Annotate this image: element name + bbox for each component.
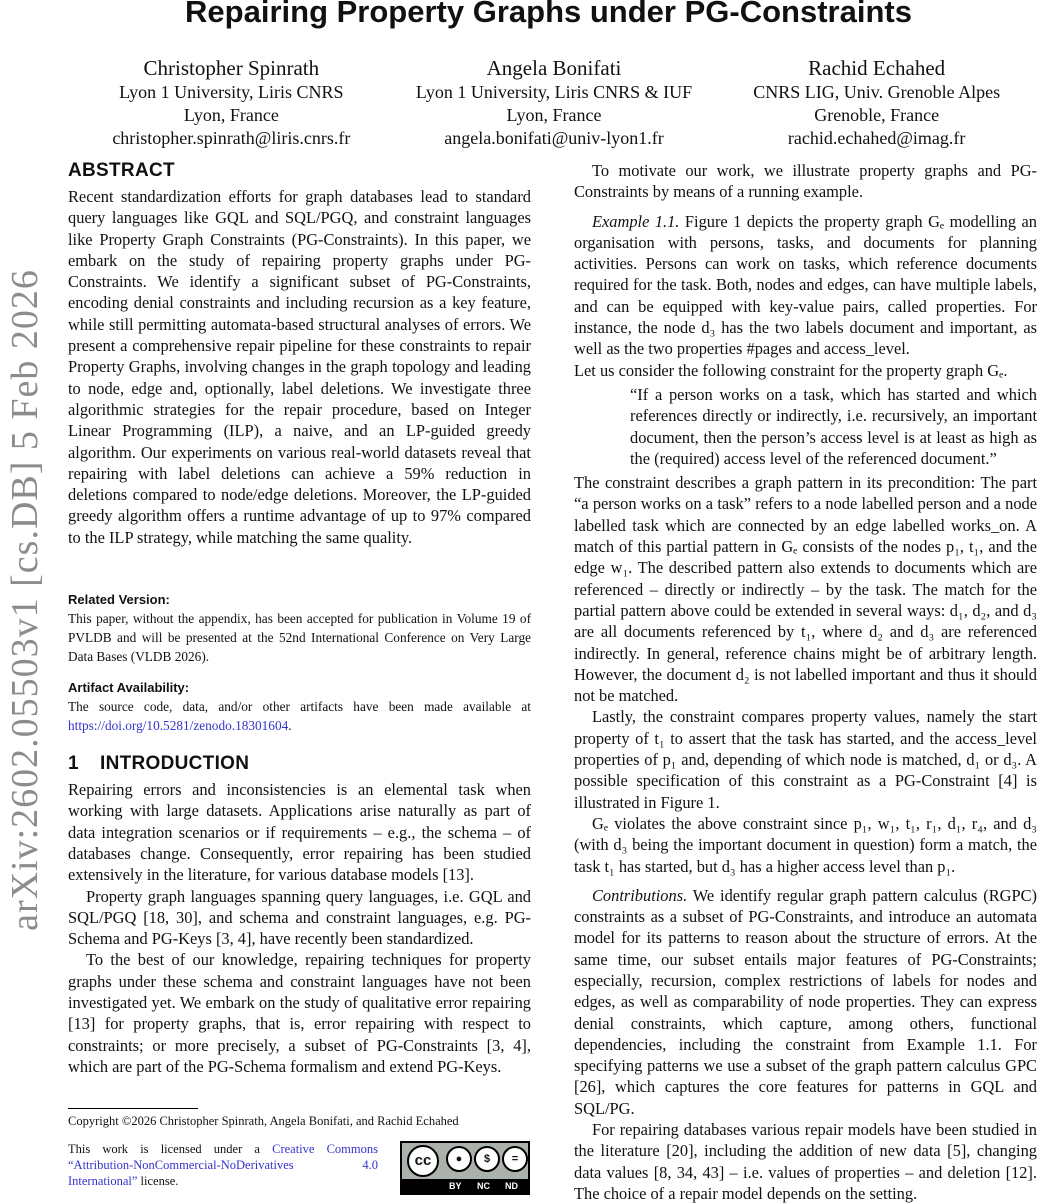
by-label: BY — [449, 1181, 462, 1191]
example-paragraph — [574, 211, 1037, 360]
author-email[interactable]: rachid.echahed@imag.fr — [787, 128, 966, 148]
author-name: Rachid Echahed — [808, 56, 946, 80]
cc-license-badge[interactable] — [400, 1141, 530, 1195]
arxiv-stamp — [0, 0, 50, 1200]
artifact-heading: Artifact Availability: — [68, 680, 190, 696]
contributions-paragraph — [574, 885, 1037, 1119]
consider-line: Let us consider the following constraint for the property graph Gₑ. — [574, 360, 1008, 380]
left-column — [68, 160, 531, 1077]
cc-badge-bar — [402, 1179, 528, 1193]
section-title: INTRODUCTION — [100, 753, 250, 775]
right-column — [574, 160, 1037, 1204]
footnote-block — [68, 1108, 531, 1195]
artifact-doi-link[interactable]: https://doi.org/10.5281/zenodo.18301604 — [68, 718, 289, 734]
author-affiliation: Lyon 1 University, Liris CNRS — [119, 82, 344, 102]
artifact-text — [68, 697, 531, 735]
related-version-text: This paper, without the appendix, has been accepted for publication in Volume 19 of PVLDB and will be presented at the 52nd International Conference on Very Large Data Bases (VLDB 2026). — [68, 611, 531, 665]
related-version-heading: Related Version: — [68, 592, 170, 608]
artifact-period: . — [288, 718, 292, 734]
author-name: Christopher Spinrath — [143, 56, 320, 80]
author-location: Lyon, France — [506, 105, 602, 125]
author-email[interactable]: christopher.spinrath@liris.cnrs.fr — [112, 128, 351, 148]
license-prefix: This work is licensed under a — [68, 1142, 260, 1156]
attribution-person-icon: ● — [446, 1146, 472, 1172]
author-2 — [393, 56, 716, 150]
license-link[interactable]: Creative Commons “Attribution-NonCommercial-NoDerivatives 4.0 International” — [68, 1142, 378, 1188]
cc-icon: cc — [407, 1145, 439, 1177]
noderivatives-equals-icon: = — [502, 1146, 528, 1172]
example-label: Example 1.1. — [592, 211, 680, 231]
license-suffix: license. — [140, 1174, 179, 1188]
constraint-quote: “If a person works on a task, which has started and which references directly or indirectly, i.e. recursively, an important document, then the person’s access level is at least as high as the (required) access level of the referenced document.” — [630, 384, 1037, 468]
noncommercial-dollar-icon: $ — [474, 1146, 500, 1172]
author-affiliation: CNRS LIG, Univ. Grenoble Alpes — [753, 82, 1001, 102]
author-name: Angela Bonifati — [486, 56, 622, 80]
contributions-label: Contributions. — [592, 885, 688, 905]
intro-paragraph-3: To the best of our knowledge, repairing techniques for property graphs under these schema and constraint languages have not been investigated yet. We embark on the study of qualitative error repairing [13] for property graphs, that is, error repairing with respect to constraints; or more precisely, a subset of PG-Constraints [3, 4], which are part of the PG-Schema formalism and extend PG-Keys. — [68, 950, 531, 1076]
copyright-text: Copyright ©2026 Christopher Spinrath, Angela Bonifati, and Rachid Echahed — [68, 1114, 459, 1128]
lastly-paragraph: Lastly, the constraint compares property values, namely the start property of t₁ to assert that the task has started, and the access_level properties of p₁ and, depending of which node is matched, d₁ or d₃. A possible specification of this constraint as a PG-Constraint [4] is illustrated in Figure 1. — [574, 707, 1037, 812]
repair-models-paragraph: For repairing databases various repair models have been studied in the literature [20], including the addition of new data [5], changing data values [8, 34, 43] – i.e. values of properties – and deletion [12]. The choice of a repair model depends on the setting. — [574, 1120, 1037, 1203]
author-location: Lyon, France — [183, 105, 279, 125]
arxiv-id[interactable]: arXiv:2602.05503v1 [cs.DB] 5 Feb 2026 — [4, 269, 46, 931]
author-1 — [70, 56, 393, 150]
contributions-text: We identify regular graph pattern calculus (RGPC) constraints as a subset of PG-Constraints, and introduce an automata model for its patterns to reason about the structure of errors. At the same time, our subset entails major features of PG-Constraints; especially, recursion, complex restrictions of labels for nodes and edges, as well as comparability of node properties. They can express denial constraints, which capture, among others, functional dependencies, including the constraint from Example 1.1. For specifying patterns we use a subset of the graph pattern calculus GPC [26], which captures the core features for patterns in GQL and SQL/PG. — [574, 885, 1037, 1118]
author-email[interactable]: angela.bonifati@univ-lyon1.fr — [444, 128, 664, 148]
author-block — [70, 56, 1037, 150]
paper-title: Repairing Property Graphs under PG-Constraints — [185, 0, 912, 29]
license-text — [68, 1141, 378, 1195]
abstract-text: Recent standardization efforts for graph databases lead to standard query languages like GQL and SQL/PGQ, and constraint languages like Property Graph Constraints (PG-Constraints). In this paper, we embark on the study of repairing property graphs under PG-Constraints. We identify a significant subset of PG-Constraints, encoding denial constraints and including recursion as a key feature, while still permitting automata-based structural analyses of errors. We present a comprehensive repair pipeline for these constraints to repair Property Graphs, involving changes in the graph topology and leading to node, edge and, optionally, label deletions. We investigate three algorithmic strategies for the repair procedure, based on Integer Linear Programming (ILP), a naive, and an LP-guided greedy algorithm. Our experiments on various real-world datasets reveal that repairing with label deletions can achieve a 59% reduction in deletions compared to node/edge deletions. Moreover, the LP-guided greedy algorithm offers a runtime advantage of up to 97% compared to the ILP strategy, while matching the same quality. — [68, 187, 531, 547]
example-text: Figure 1 depicts the property graph Gₑ modelling an organisation with persons, tasks, and documents for planning activities. Persons can work on tasks, which reference documents required for the task. Both, nodes and edges, can have multiple labels, and can be equipped with key-value pairs, called properties. For instance, the node d₃ has the two labels document and important, as well as the two properties #pages and access_level. — [574, 211, 1037, 359]
license-block — [68, 1141, 531, 1195]
nc-label: NC — [477, 1181, 490, 1191]
author-affiliation: Lyon 1 University, Liris CNRS & IUF — [415, 82, 693, 102]
author-3 — [715, 56, 1037, 150]
footnote-rule — [68, 1108, 198, 1109]
violates-paragraph: Gₑ violates the above constraint since p₁, w₁, t₁, r₁, d₁, r₄, and d₃ (with d₃ being the important document in question) form a match, the task t₁ has started, but d₃ has a higher access level than p₁. — [574, 813, 1037, 876]
author-location: Grenoble, France — [814, 105, 940, 125]
intro-paragraph-2: Property graph languages spanning query languages, i.e. GQL and SQL/PGQ [18, 30], and schema and constraint languages, e.g. PG-Schema and PG-Keys [3, 4], have recently been standardized. — [68, 886, 531, 949]
pattern-paragraph: The constraint describes a graph pattern in its precondition: The part “a person works on a task” refers to a node labelled person and a node labelled task which are connected by an edge labelled works_on. A match of this partial pattern in Gₑ consists of the nodes p₁, t₁, and the edge w₁. The described pattern also extends to documents which are referenced – directly or indirectly – by the task. The match for the partial pattern above could be extended in several ways: d₁, d₂, and d₃ are all documents referenced by t₁, where d₂ and d₃ are referenced indirectly. In general, reference chains might be of arbitrary length. However, the document d₂ is not labelled important and thus it should not be matched. — [574, 473, 1037, 706]
introduction-heading — [68, 753, 531, 775]
intro-paragraph-1: Repairing errors and inconsistencies is an elemental task when working with large datasets. Applications arise naturally as part of data integration scenarios or if requirements – e.g., the schema – of databases change. Consequently, error repairing has been studied extensively in the literature, for various database models [13]. — [68, 780, 531, 885]
artifact-description: The source code, data, and/or other artifacts have been made available at — [68, 699, 531, 715]
motivation-paragraph: To motivate our work, we illustrate property graphs and PG-Constraints by means of a running example. — [574, 161, 1037, 202]
section-number: 1 — [68, 753, 79, 775]
abstract-heading: ABSTRACT — [68, 160, 175, 181]
nd-label: ND — [505, 1181, 518, 1191]
